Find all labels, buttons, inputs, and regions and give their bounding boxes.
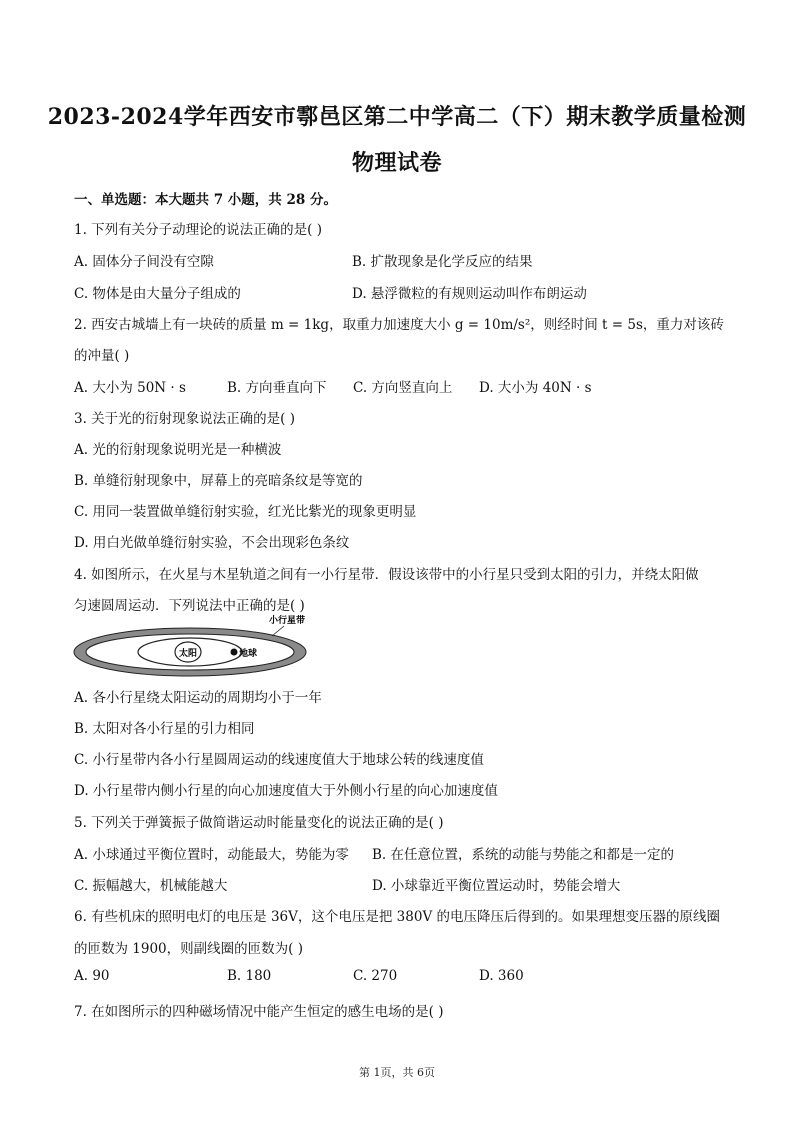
section-heading: 一、单选题：本大题共 7 小题，共 28 分。 [74, 192, 337, 208]
page-footer: 第 1页，共 6页 [359, 1066, 435, 1079]
question-6-stem-line1: 6. 有些机床的照明电灯的电压是 36V，这个电压是把 380V 的电压降压后得到的。如果理想变压器的原线圈 [74, 909, 720, 925]
question-2-option-a: A. 大小为 50N · s [74, 380, 186, 396]
question-5-option-c: C. 振幅越大，机械能越大 [74, 878, 228, 894]
question-1-stem: 1. 下列有关分子动理论的说法正确的是( ) [74, 222, 322, 238]
question-3-option-a: A. 光的衍射现象说明光是一种横波 [74, 442, 282, 458]
question-3-option-c: C. 用同一装置做单缝衍射实验，红光比紫光的现象更明显 [74, 504, 417, 520]
question-5-option-d: D. 小球靠近平衡位置运动时，势能会增大 [372, 878, 621, 894]
question-6-option-c: C. 270 [353, 968, 398, 984]
question-1-option-c: C. 物体是由大量分子组成的 [74, 286, 241, 302]
question-4-option-a: A. 各小行星绕太阳运动的周期均小于一年 [74, 690, 322, 706]
question-2-option-c: C. 方向竖直向上 [353, 380, 453, 396]
question-4-stem-line2: 匀速圆周运动．下列说法中正确的是( ) [74, 598, 305, 614]
exam-subtitle: 物理试卷 [351, 150, 442, 176]
exam-title: 2023-2024学年西安市鄠邑区第二中学高二（下）期末教学质量检测 [47, 104, 747, 130]
question-4-option-d: D. 小行星带内侧小行星的向心加速度值大于外侧小行星的向心加速度值 [74, 783, 498, 799]
sun-label: 太阳 [178, 649, 198, 659]
question-5-stem: 5. 下列关于弹簧振子做简谐运动时能量变化的说法正确的是( ) [74, 815, 444, 831]
question-4-stem-line1: 4. 如图所示，在火星与木星轨道之间有一小行星带．假设该带中的小行星只受到太阳的引力，并绕太阳做 [74, 567, 699, 583]
earth-label: 地球 [239, 649, 258, 659]
question-2-option-b: B. 方向垂直向下 [227, 380, 327, 396]
belt-label: 小行星带 [269, 616, 306, 626]
question-7-stem: 7. 在如图所示的四种磁场情况中能产生恒定的感生电场的是( ) [74, 1004, 444, 1020]
question-2-stem-line1: 2. 西安古城墙上有一块砖的质量 m = 1kg，取重力加速度大小 g = 10m/s²，则经时间 t = 5s，重力对该砖 [74, 317, 724, 333]
question-4-option-c: C. 小行星带内各小行星圆周运动的线速度值大于地球公转的线速度值 [74, 752, 484, 768]
question-4-option-b: B. 太阳对各小行星的引力相同 [74, 721, 255, 737]
question-5-option-b: B. 在任意位置，系统的动能与势能之和都是一定的 [372, 847, 675, 863]
question-3-option-b: B. 单缝衍射现象中，屏幕上的亮暗条纹是等宽的 [74, 473, 363, 489]
question-1-option-d: D. 悬浮微粒的有规则运动叫作布朗运动 [352, 286, 587, 302]
question-1-option-a: A. 固体分子间没有空隙 [74, 254, 214, 270]
belt-pointer [272, 626, 284, 636]
question-1-option-b: B. 扩散现象是化学反应的结果 [352, 254, 533, 270]
question-3-option-d: D. 用白光做单缝衍射实验，不会出现彩色条纹 [74, 535, 350, 551]
question-2-stem-line2: 的冲量( ) [74, 348, 130, 364]
question-2-option-d: D. 大小为 40N · s [479, 380, 592, 396]
question-6-stem-line2: 的匝数为 1900，则副线圈的匝数为( ) [74, 941, 303, 957]
earth-dot [231, 649, 238, 656]
question-3-stem: 3. 关于光的衍射现象说法正确的是( ) [74, 411, 295, 427]
question-6-option-a: A. 90 [74, 968, 110, 984]
question-5-option-a: A. 小球通过平衡位置时，动能最大，势能为零 [74, 847, 349, 863]
question-6-option-d: D. 360 [479, 968, 524, 984]
asteroid-belt-figure [72, 612, 312, 678]
question-6-option-b: B. 180 [227, 968, 272, 984]
